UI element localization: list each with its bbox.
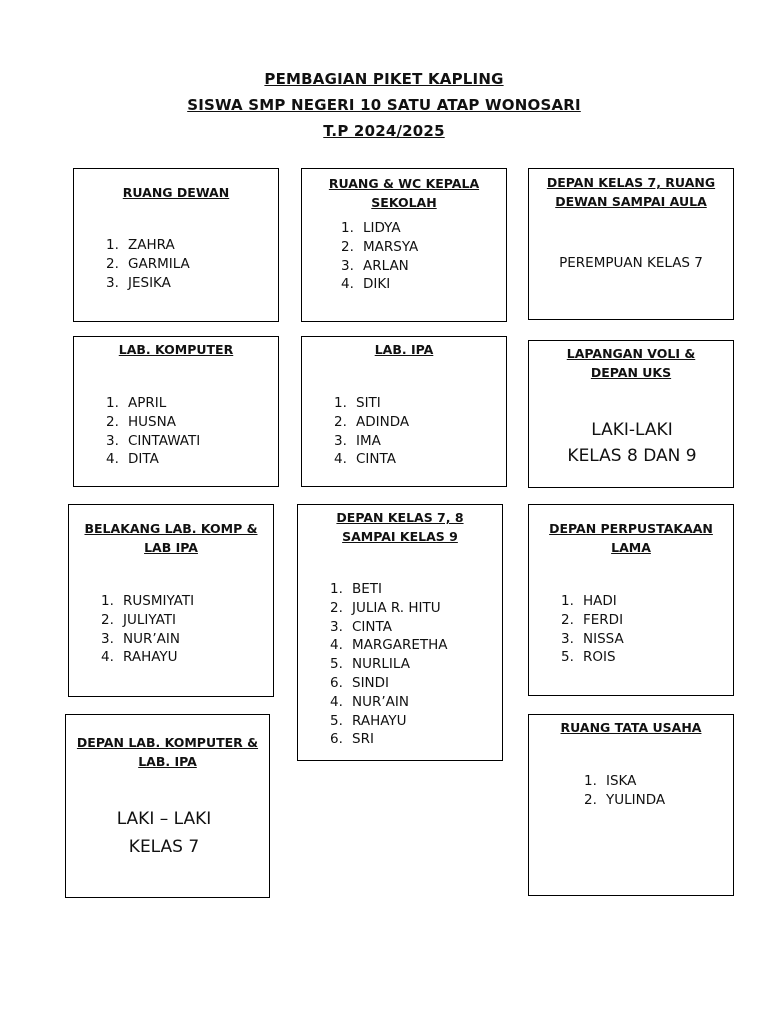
student-name: MARSYA bbox=[363, 238, 419, 255]
list-item bbox=[561, 648, 624, 667]
item-number: 1. bbox=[106, 237, 119, 253]
student-name: DIKI bbox=[363, 276, 391, 293]
list-item bbox=[584, 772, 665, 791]
student-name: JULIYATI bbox=[123, 611, 176, 628]
student-name: CINTA bbox=[352, 618, 392, 635]
student-name: SINDI bbox=[352, 674, 390, 691]
student-name: MARGARETHA bbox=[352, 637, 448, 654]
assignment-text-1: LAKI-LAKI bbox=[591, 420, 673, 440]
student-name: NURLILA bbox=[352, 656, 410, 673]
card-lab-ipa bbox=[301, 336, 507, 487]
student-name: SRI bbox=[352, 731, 374, 748]
duty-list bbox=[341, 219, 418, 294]
duty-list bbox=[584, 772, 665, 810]
card-title: DEPAN PERPUSTAKAAN LAMA bbox=[549, 521, 713, 555]
list-item bbox=[330, 618, 448, 637]
list-item bbox=[330, 712, 448, 731]
duty-list bbox=[330, 580, 448, 749]
assignment-text-2: KELAS 7 bbox=[128, 837, 200, 857]
item-number: 3. bbox=[106, 432, 119, 449]
student-name: JESIKA bbox=[128, 274, 171, 291]
student-name: HADI bbox=[583, 593, 617, 609]
assignment-text: PEREMPUAN KELAS 7 bbox=[559, 255, 703, 271]
list-item bbox=[334, 413, 409, 432]
school-year: T.P 2024/2025 bbox=[323, 122, 445, 140]
card-title: DEPAN LAB. KOMPUTER & LAB. IPA bbox=[76, 735, 259, 769]
item-number: 1. bbox=[106, 395, 119, 411]
list-item bbox=[341, 257, 418, 276]
item-number: 6. bbox=[330, 731, 343, 748]
item-number: 2. bbox=[584, 791, 597, 808]
card-lapangan-voli bbox=[528, 340, 734, 488]
student-name: RUSMIYATI bbox=[123, 593, 195, 609]
list-item bbox=[101, 592, 194, 611]
item-number: 2. bbox=[341, 238, 354, 255]
item-number: 3. bbox=[101, 630, 114, 647]
list-item bbox=[101, 648, 194, 667]
card-title: DEPAN KELAS 7, 8 SAMPAI KELAS 9 bbox=[336, 510, 464, 544]
card-ruang-dewan bbox=[73, 168, 279, 322]
list-item bbox=[561, 611, 624, 630]
list-item bbox=[106, 450, 200, 469]
duty-list bbox=[561, 592, 624, 667]
item-number: 4. bbox=[101, 649, 114, 666]
assignment-text-1: LAKI – LAKI bbox=[116, 809, 212, 829]
student-name: NISSA bbox=[583, 630, 624, 647]
card-title: RUANG TATA USAHA bbox=[560, 720, 702, 735]
card-ruang-tata-usaha bbox=[528, 714, 734, 896]
item-number: 2. bbox=[561, 611, 574, 628]
student-name: RAHAYU bbox=[123, 649, 178, 666]
item-number: 4. bbox=[341, 276, 354, 293]
card-title: LAPANGAN VOLI & DEPAN UKS bbox=[566, 346, 696, 380]
student-name: ARLAN bbox=[363, 257, 409, 274]
duty-list bbox=[334, 394, 409, 469]
student-name: SITI bbox=[356, 395, 381, 411]
item-number: 5. bbox=[330, 656, 343, 673]
student-name: NUR’AIN bbox=[123, 630, 180, 647]
item-number: 4. bbox=[330, 637, 343, 654]
item-number: 4. bbox=[334, 451, 347, 468]
item-number: 4. bbox=[106, 451, 119, 468]
card-lab-komputer bbox=[73, 336, 279, 487]
item-number: 4. bbox=[330, 693, 343, 710]
list-item bbox=[341, 219, 418, 238]
list-item bbox=[101, 611, 194, 630]
student-name: IMA bbox=[356, 432, 381, 449]
card-title: LAB. IPA bbox=[374, 342, 434, 357]
item-number: 3. bbox=[334, 432, 347, 449]
card-title: BELAKANG LAB. KOMP & LAB IPA bbox=[84, 521, 258, 555]
list-item bbox=[561, 630, 624, 649]
student-name: JULIA R. HITU bbox=[352, 599, 441, 616]
list-item bbox=[106, 255, 190, 274]
list-item bbox=[106, 394, 200, 413]
card-title: RUANG & WC KEPALA SEKOLAH bbox=[328, 176, 480, 210]
list-item bbox=[330, 580, 448, 599]
list-item bbox=[341, 275, 418, 294]
student-name: NUR’AIN bbox=[352, 693, 409, 710]
item-number: 2. bbox=[334, 413, 347, 430]
student-name: RAHAYU bbox=[352, 712, 407, 729]
list-item bbox=[584, 791, 665, 810]
card-title: DEPAN KELAS 7, RUANG DEWAN SAMPAI AULA bbox=[546, 175, 716, 209]
student-name: CINTAWATI bbox=[128, 432, 201, 449]
item-number: 1. bbox=[334, 395, 347, 411]
item-number: 2. bbox=[330, 599, 343, 616]
list-item bbox=[106, 432, 200, 451]
list-item bbox=[334, 432, 409, 451]
list-item bbox=[334, 450, 409, 469]
list-item bbox=[330, 693, 448, 712]
list-item bbox=[330, 730, 448, 749]
document-subtitle: SISWA SMP NEGERI 10 SATU ATAP WONOSARI bbox=[187, 96, 581, 114]
item-number: 3. bbox=[330, 618, 343, 635]
card-depan-kelas789 bbox=[297, 504, 503, 761]
student-name: ROIS bbox=[583, 649, 616, 666]
student-name: HUSNA bbox=[128, 413, 176, 430]
item-number: 5. bbox=[561, 649, 574, 666]
list-item bbox=[101, 630, 194, 649]
duty-list bbox=[106, 236, 190, 292]
student-name: FERDI bbox=[583, 611, 624, 628]
item-number: 3. bbox=[106, 274, 119, 291]
item-number: 2. bbox=[106, 413, 119, 430]
student-name: ADINDA bbox=[356, 413, 410, 430]
card-ruang-wc bbox=[301, 168, 507, 322]
list-item bbox=[330, 655, 448, 674]
item-number: 3. bbox=[561, 630, 574, 647]
duty-list bbox=[106, 394, 200, 469]
card-title: LAB. KOMPUTER bbox=[118, 342, 234, 357]
list-item bbox=[330, 674, 448, 693]
item-number: 1. bbox=[330, 581, 343, 597]
list-item bbox=[334, 394, 409, 413]
list-item bbox=[330, 636, 448, 655]
student-name: GARMILA bbox=[128, 255, 190, 272]
student-name: YULINDA bbox=[606, 791, 666, 808]
list-item bbox=[341, 238, 418, 257]
document-title: PEMBAGIAN PIKET KAPLING bbox=[264, 70, 504, 88]
student-name: ZAHRA bbox=[128, 237, 175, 253]
student-name: DITA bbox=[128, 451, 159, 468]
item-number: 5. bbox=[330, 712, 343, 729]
item-number: 2. bbox=[101, 611, 114, 628]
student-name: APRIL bbox=[128, 395, 167, 411]
student-name: BETI bbox=[352, 581, 383, 597]
card-belakang-lab bbox=[68, 504, 274, 697]
assignment-text-2: KELAS 8 DAN 9 bbox=[567, 446, 697, 466]
card-depan-perpustakaan bbox=[528, 504, 734, 696]
item-number: 1. bbox=[561, 593, 574, 609]
item-number: 1. bbox=[341, 220, 354, 236]
student-name: LIDYA bbox=[363, 220, 401, 236]
list-item bbox=[561, 592, 624, 611]
item-number: 6. bbox=[330, 674, 343, 691]
duty-list bbox=[101, 592, 194, 667]
list-item bbox=[106, 274, 190, 293]
list-item bbox=[106, 413, 200, 432]
item-number: 1. bbox=[101, 593, 114, 609]
card-depan-kelas7-aula bbox=[528, 168, 734, 320]
item-number: 2. bbox=[106, 255, 119, 272]
item-number: 1. bbox=[584, 773, 597, 789]
item-number: 3. bbox=[341, 257, 354, 274]
list-item bbox=[330, 599, 448, 618]
card-title: RUANG DEWAN bbox=[122, 185, 230, 200]
student-name: ISKA bbox=[606, 773, 637, 789]
student-name: CINTA bbox=[356, 451, 396, 468]
card-depan-lab-komp-ipa bbox=[65, 714, 270, 898]
list-item bbox=[106, 236, 190, 255]
